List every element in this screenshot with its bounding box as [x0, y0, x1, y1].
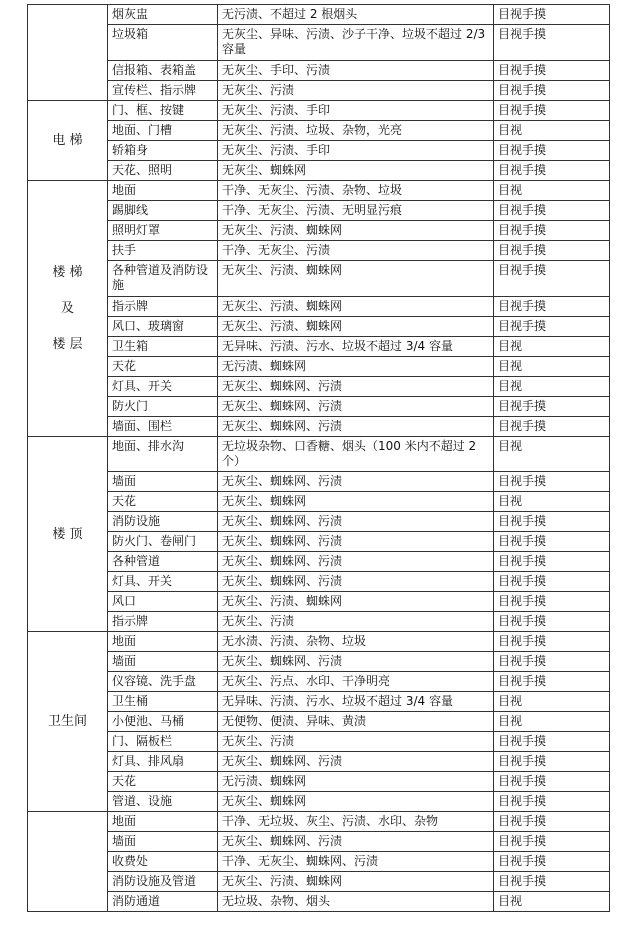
table-row: [28, 812, 610, 832]
standard-cell: 干净、无灰尘、蜘蛛网、污渍: [218, 852, 494, 872]
table-row: [28, 141, 610, 161]
item-cell: 管道、设施: [108, 792, 218, 812]
method-cell: 目视: [494, 357, 610, 377]
item-cell: 防火门: [108, 397, 218, 417]
item-cell: 门、框、按键: [108, 101, 218, 121]
table-row: [28, 892, 610, 912]
item-cell: 地面: [108, 181, 218, 201]
method-cell: 目视手摸: [494, 772, 610, 792]
item-cell: 烟灰盅: [108, 5, 218, 25]
standard-cell: 无便物、便渍、异味、黄渍: [218, 712, 494, 732]
table-row: [28, 377, 610, 397]
item-cell: 垃圾箱: [108, 25, 218, 61]
method-cell: 目视: [494, 437, 610, 472]
standard-cell: 无污渍、蜘蛛网: [218, 772, 494, 792]
method-cell: 目视手摸: [494, 25, 610, 61]
method-cell: 目视: [494, 712, 610, 732]
table-row: [28, 241, 610, 261]
standard-cell: 无灰尘、污渍、手印: [218, 141, 494, 161]
table-row: [28, 297, 610, 317]
standard-cell: 无灰尘、蜘蛛网、污渍: [218, 472, 494, 492]
item-cell: 风口、玻璃窗: [108, 317, 218, 337]
item-cell: 轿箱身: [108, 141, 218, 161]
standard-cell: 无灰尘、蜘蛛网: [218, 492, 494, 512]
method-cell: 目视手摸: [494, 672, 610, 692]
table-row: [28, 221, 610, 241]
area-cell: [28, 632, 108, 812]
method-cell: 目视手摸: [494, 161, 610, 181]
standard-cell: 无灰尘、污渍、手印: [218, 101, 494, 121]
area-cell: [28, 812, 108, 912]
method-cell: 目视手摸: [494, 81, 610, 101]
standard-cell: 无灰尘、污点、水印、干净明亮: [218, 672, 494, 692]
item-cell: 墙面: [108, 832, 218, 852]
standard-cell: 无灰尘、蜘蛛网、污渍: [218, 417, 494, 437]
table-row: [28, 181, 610, 201]
method-cell: 目视手摸: [494, 141, 610, 161]
item-cell: 消防通道: [108, 892, 218, 912]
standard-cell: 无灰尘、异味、污渍、沙子干净、垃圾不超过 2/3 容量: [218, 25, 494, 61]
standard-cell: 无污渍、蜘蛛网: [218, 357, 494, 377]
table-row: [28, 632, 610, 652]
item-cell: 各种管道及消防设施: [108, 261, 218, 297]
method-cell: 目视手摸: [494, 552, 610, 572]
method-cell: 目视: [494, 121, 610, 141]
table-row: [28, 201, 610, 221]
item-cell: 消防设施: [108, 512, 218, 532]
method-cell: 目视: [494, 337, 610, 357]
table-row: [28, 492, 610, 512]
item-cell: 墙面: [108, 472, 218, 492]
standard-cell: 无水渍、污渍、杂物、垃圾: [218, 632, 494, 652]
method-cell: 目视手摸: [494, 472, 610, 492]
table-row: [28, 552, 610, 572]
table-row: [28, 532, 610, 552]
item-cell: 地面、排水沟: [108, 437, 218, 472]
standard-cell: 无灰尘、污渍: [218, 612, 494, 632]
standard-cell: 无灰尘、蜘蛛网、污渍: [218, 832, 494, 852]
table-row: [28, 792, 610, 812]
standard-cell: 无灰尘、污渍、蜘蛛网: [218, 261, 494, 297]
method-cell: 目视手摸: [494, 221, 610, 241]
table-row: [28, 572, 610, 592]
standard-cell: 无灰尘、污渍: [218, 732, 494, 752]
table-row: [28, 81, 610, 101]
table-row: [28, 417, 610, 437]
standard-cell: 无垃圾杂物、口香糖、烟头（100 米内不超过 2 个）: [218, 437, 494, 472]
table-row: [28, 512, 610, 532]
item-cell: 灯具、开关: [108, 572, 218, 592]
area-cell: [28, 437, 108, 632]
item-cell: 小便池、马桶: [108, 712, 218, 732]
area-cell: [28, 5, 108, 101]
standard-cell: 无灰尘、手印、污渍: [218, 61, 494, 81]
method-cell: 目视手摸: [494, 792, 610, 812]
standard-cell: 干净、无灰尘、污渍、杂物、垃圾: [218, 181, 494, 201]
standard-cell: 无灰尘、污渍、蜘蛛网: [218, 317, 494, 337]
standard-cell: 无垃圾、杂物、烟头: [218, 892, 494, 912]
item-cell: 墙面: [108, 652, 218, 672]
item-cell: 墙面、围栏: [108, 417, 218, 437]
standard-cell: 无灰尘、污渍、蜘蛛网: [218, 221, 494, 241]
table-row: [28, 672, 610, 692]
table-row: [28, 592, 610, 612]
item-cell: 卫生桶: [108, 692, 218, 712]
item-cell: 灯具、开关: [108, 377, 218, 397]
item-cell: 指示牌: [108, 297, 218, 317]
table-row: [28, 357, 610, 377]
method-cell: 目视手摸: [494, 752, 610, 772]
item-cell: 指示牌: [108, 612, 218, 632]
method-cell: 目视: [494, 692, 610, 712]
table-row: [28, 101, 610, 121]
method-cell: 目视: [494, 377, 610, 397]
method-cell: 目视手摸: [494, 297, 610, 317]
item-cell: 扶手: [108, 241, 218, 261]
table-row: [28, 652, 610, 672]
item-cell: 仪容镜、洗手盘: [108, 672, 218, 692]
item-cell: 天花: [108, 772, 218, 792]
standard-cell: 无污渍、不超过 2 根烟头: [218, 5, 494, 25]
standard-cell: 无灰尘、蜘蛛网: [218, 161, 494, 181]
item-cell: 照明灯罩: [108, 221, 218, 241]
table-row: [28, 5, 610, 25]
table-row: [28, 732, 610, 752]
table-row: [28, 261, 610, 297]
table-row: [28, 852, 610, 872]
item-cell: 地面: [108, 632, 218, 652]
method-cell: 目视手摸: [494, 872, 610, 892]
method-cell: 目视手摸: [494, 852, 610, 872]
standard-cell: 无灰尘、蜘蛛网、污渍: [218, 752, 494, 772]
item-cell: 防火门、卷闸门: [108, 532, 218, 552]
method-cell: 目视: [494, 892, 610, 912]
method-cell: 目视手摸: [494, 61, 610, 81]
method-cell: 目视手摸: [494, 732, 610, 752]
table-row: [28, 772, 610, 792]
table-body: [28, 5, 610, 912]
standard-cell: 无灰尘、蜘蛛网、污渍: [218, 397, 494, 417]
method-cell: 目视手摸: [494, 101, 610, 121]
standard-cell: 无灰尘、污渍、蜘蛛网: [218, 872, 494, 892]
method-cell: 目视: [494, 181, 610, 201]
cleaning-standards-table: [27, 4, 610, 912]
table-row: [28, 25, 610, 61]
table-row: [28, 872, 610, 892]
method-cell: 目视手摸: [494, 261, 610, 297]
area-label: 电 梯: [52, 133, 83, 148]
table-row: [28, 121, 610, 141]
standard-cell: 无异味、污渍、污水、垃圾不超过 3/4 容量: [218, 337, 494, 357]
method-cell: 目视手摸: [494, 572, 610, 592]
area-label: 卫生间: [47, 714, 87, 729]
area-label: 楼 梯: [52, 264, 83, 280]
standard-cell: 无灰尘、蜘蛛网、污渍: [218, 377, 494, 397]
item-cell: 门、隔板栏: [108, 732, 218, 752]
method-cell: 目视: [494, 492, 610, 512]
standard-cell: 无灰尘、污渍、蜘蛛网: [218, 297, 494, 317]
method-cell: 目视手摸: [494, 512, 610, 532]
table-row: [28, 692, 610, 712]
method-cell: 目视手摸: [494, 317, 610, 337]
method-cell: 目视手摸: [494, 241, 610, 261]
item-cell: 卫生箱: [108, 337, 218, 357]
item-cell: 天花: [108, 357, 218, 377]
item-cell: 消防设施及管道: [108, 872, 218, 892]
method-cell: 目视手摸: [494, 632, 610, 652]
area-cell: [28, 181, 108, 437]
standard-cell: 无灰尘、污渍: [218, 81, 494, 101]
standard-cell: 无灰尘、蜘蛛网、污渍: [218, 532, 494, 552]
standard-cell: 无灰尘、污渍、垃圾、杂物，光亮: [218, 121, 494, 141]
table-row: [28, 712, 610, 732]
area-cell: [28, 101, 108, 181]
table-row: [28, 752, 610, 772]
item-cell: 信报箱、表箱盖: [108, 61, 218, 81]
method-cell: 目视手摸: [494, 5, 610, 25]
method-cell: 目视手摸: [494, 592, 610, 612]
item-cell: 各种管道: [108, 552, 218, 572]
item-cell: 地面、门槽: [108, 121, 218, 141]
standard-cell: 无灰尘、蜘蛛网、污渍: [218, 552, 494, 572]
method-cell: 目视手摸: [494, 812, 610, 832]
method-cell: 目视手摸: [494, 832, 610, 852]
table-row: [28, 61, 610, 81]
table-row: [28, 472, 610, 492]
standard-cell: 无灰尘、蜘蛛网、污渍: [218, 652, 494, 672]
standard-cell: 无异味、污渍、污水、垃圾不超过 3/4 容量: [218, 692, 494, 712]
item-cell: 宣传栏、指示牌: [108, 81, 218, 101]
method-cell: 目视手摸: [494, 397, 610, 417]
item-cell: 收费处: [108, 852, 218, 872]
standard-cell: 干净、无垃圾、灰尘、污渍、水印、杂物: [218, 812, 494, 832]
table-row: [28, 832, 610, 852]
item-cell: 天花: [108, 492, 218, 512]
table-row: [28, 612, 610, 632]
item-cell: 天花、照明: [108, 161, 218, 181]
method-cell: 目视手摸: [494, 417, 610, 437]
area-label: 楼 顶: [52, 526, 83, 542]
method-cell: 目视手摸: [494, 201, 610, 221]
area-label: 及: [60, 300, 74, 316]
item-cell: 灯具、排风扇: [108, 752, 218, 772]
item-cell: 地面: [108, 812, 218, 832]
standard-cell: 无灰尘、蜘蛛网、污渍: [218, 572, 494, 592]
table-row: [28, 317, 610, 337]
method-cell: 目视手摸: [494, 612, 610, 632]
method-cell: 目视手摸: [494, 652, 610, 672]
item-cell: 踢脚线: [108, 201, 218, 221]
method-cell: 目视手摸: [494, 532, 610, 552]
table-row: [28, 437, 610, 472]
standard-cell: 干净、无灰尘、污渍、无明显污痕: [218, 201, 494, 221]
standard-cell: 无灰尘、蜘蛛网: [218, 792, 494, 812]
standard-cell: 无灰尘、蜘蛛网、污渍: [218, 512, 494, 532]
table-row: [28, 337, 610, 357]
standard-cell: 无灰尘、污渍、蜘蛛网: [218, 592, 494, 612]
table-row: [28, 161, 610, 181]
area-label: 楼 层: [52, 336, 83, 352]
table-row: [28, 397, 610, 417]
item-cell: 风口: [108, 592, 218, 612]
standard-cell: 干净、无灰尘、污渍: [218, 241, 494, 261]
